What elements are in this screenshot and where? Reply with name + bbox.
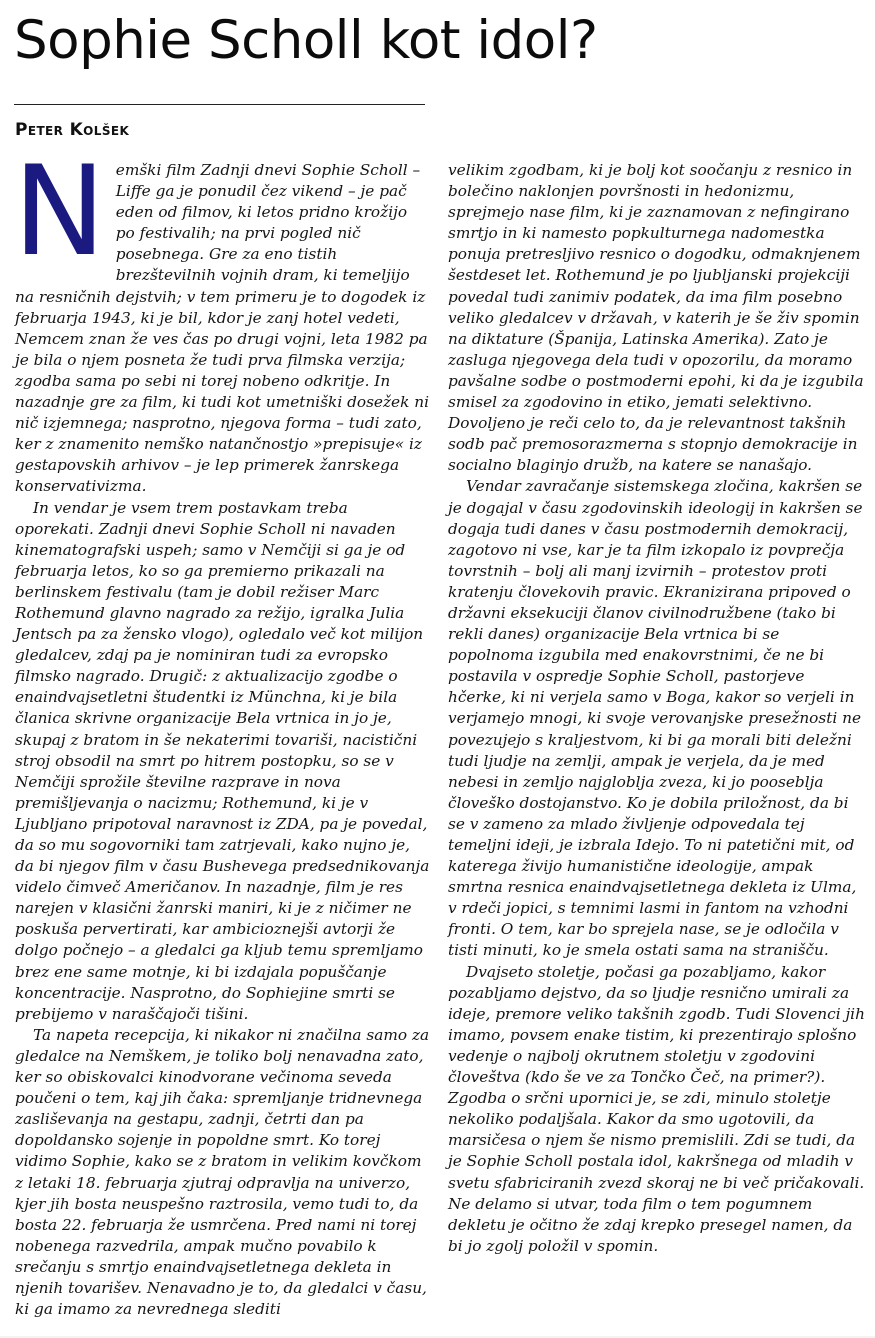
author-byline: Peter Kolšek	[15, 120, 130, 140]
paragraph	[13, 140, 430, 498]
paragraph: velikim zgodbam, ki je bolj kot soočanju z resnico in bolečino naklonjen površnosti in hedonizmu, sprejmejo nase film, ki je zaznamovan z nefingirano smrtjo in ki namesto popkulturnega nadomestka ponuja pretresljivo resnico o dogodku, odmaknjenem šestdeset let. Rothemund je po ljubljanski projekciji povedal tudi zanimiv podatek, da ima film posebno veliko gledalcev v državah, v katerih je še živ spomin na diktature (Španija, Latinska Amerika). Zato je zasluga njegovega dela tudi v opozorilu, da moramo pavšalne sodbe o postmoderni epohi, ki da je izgubila smisel za zgodovino in etiko, jemati selektivno. Dovoljeno je reči celo to, da je relevantnost takšnih sodb pač premosorazmerna s stopnjo demokracije in socialno blaginjo družb, na katere se nanašajo.	[448, 161, 864, 475]
article-column-right	[448, 160, 866, 1257]
paragraph-text: emški film Zadnji dnevi Sophie Scholl – Liffe ga je ponudil čez vikend – je pač eden od filmov, ki letos pridno krožijo po festivalih; na prvi pogled nič posebnega. Gre za eno tistih brezštevilnih vojnih dram, ki temeljijo na resničnih dejstvih; v tem primeru je to dogodek iz februarja 1943, ki je bil, kdor je zanj hotel vedeti, Nemcem znan že ves čas po drugi vojni, leta 1982 pa je bila o njem posneta že tudi prva filmska verzija; zgodba sama po sebi ni torej nobeno odkritje. In nazadnje gre za film, ki tudi kot umetniški dosežek ni nič izjemnega; nasprotno, njegova forma – tudi zato, ker z znamenito nemško natančnostjo »prepisuje« iz gestapovskih arhivov – je lep primerek žanrskega konservativizma.	[15, 161, 429, 496]
drop-cap: N	[13, 140, 106, 284]
title-divider	[14, 104, 425, 105]
paragraph: In vendar je vsem trem postavkam treba oporekati. Zadnji dnevi Sophie Scholl ni navaden kinematografski uspeh; samo v Nemčiji si ga je od februarja letos, ko so ga premierno prikazali na berlinskem festivalu (tam je dobil režiser Marc Rothemund glavno nagrado za režijo, igralka Julia Jentsch pa za žensko vlogo), ogledalo več kot milijon gledalcev, zdaj pa je nominiran tudi za evropsko filmsko nagrado. Drugič: z aktualizacijo zgodbe o enaindvajsetletni študentki iz Münchna, ki je bila članica skrivne organizacije Bela vrtnica in jo je, skupaj z bratom in še nekaterimi tovariši, nacistični stroj obsodil na smrt po hitrem postopku, so se v Nemčiji sprožile številne razprave in nova premišljevanja o nacizmu; Rothemund, ki je v Ljubljano pripotoval naravnost iz ZDA, pa je povedal, da so mu sogovorniki tam zatrjevali, kako nujno je, da bi njegov film v času Bushevega predsednikovanja videlo čimveč Američanov. In nazadnje, film je res narejen v klasični žanrski maniri, ki je z ničimer ne poskuša pervertirati, kar ambicioznejši avtorji že dolgo počnejo – a gledalci ga kljub temu spremljamo brez ene same motnje, ki bi izdajala popuščanje koncentracije. Nasprotno, do Sophiejine smrti se prebijemo v naraščajoči tišini.	[15, 498, 430, 1023]
paragraph: Dvajseto stoletje, počasi ga pozabljamo, kakor pozabljamo dejstvo, da so ljudje resnično umirali za ideje, premore veliko takšnih zgodb. Tudi Slovenci jih imamo, povsem enake tistim, ki prezentirajo splošno vedenje o najbolj okrutnem stoletju v zgodovini človeštva (kdo še ve za Tončko Čeč, na primer?). Zgodba o srčni upornici je, se zdi, minulo stoletje nekoliko podaljšala. Kakor da smo ugotovili, da marsičesa o njem še nismo premislili. Zdi se tudi, da je Sophie Scholl postala idol, kakršnega od mladih v svetu sfabriciranih zvezd skoraj ne bi več pričakovali. Ne delamo si utvar, toda film o tem pogumnem dekletu je očitno že zdaj krepko presegel namen, da bi jo zgolj položil v spomin.	[448, 962, 865, 1255]
paragraph: Ta napeta recepcija, ki nikakor ni značilna samo za gledalce na Nemškem, je toliko bolj nenavadna zato, ker so obiskovalci kinodvorane večinoma seveda poučeni o tem, kaj jih čaka: spremljanje tridnevnega zasliševanja na gestapu, zadnji, četrti dan pa dopoldansko sojenje in popoldne smrt. Ko torej vidimo Sophie, kako se z bratom in velikim kovčkom z letaki 18. februarja zjutraj odpravlja na univerzo, kjer jih bosta neuspešno raztrosila, vemo tudi to, da bosta 22. februarja že usmrčena. Pred nami ni torej nobenega razvedrila, ampak mučno povabilo k srečanju s smrtjo enaindvajsetletnega dekleta in njenih tovarišev. Nenavadno je to, da gledalci v času, ki ga imamo za nevrednega slediti	[15, 1025, 430, 1319]
paragraph: Vendar zavračanje sistemskega zločina, kakršen se je dogajal v času zgodovinskih ideologij in kakršen se dogaja tudi danes v času postmodernih demokracij, zagotovo ni vse, kar je ta film izkopalo iz povprečja tovrstnih – bolj ali manj izvirnih – protestov proti kratenju človekovih pravic. Ekranizirana pripoved o državni eksekuciji članov civilnodružbene (tako bi rekli danes) organizacije Bela vrtnica bi se popolnoma izgubila med enakovrstnimi, če ne bi postavila v ospredje Sophie Scholl, pastorjeve hčerke, ki ni verjela samo v Boga, kakor so verjeli in verjamejo mnogi, ki svoje verovanjske presežnosti ne povezujejo s kraljestvom, ki bi ga morali biti deležni tudi ljudje na zemlji, ampak je verjela, da je med nebesi in zemljo najgloblja zveza, ki jo pooseblja človeško dostojanstvo. Ko je dobila priložnost, da bi se v zameno za mlado življenje odpovedala tej temeljni ideji, je izbrala Idejo. To ni patetični mit, od katerega živijo humanistične ideologije, ampak smrtna resnica enaindvajsetletnega dekleta iz Ulma, v rdeči jopici, s temnimi lasmi in fantom na vzhodni fronti. O tem, kar bo sprejela nase, se je odločila v tisti minuti, ko je smela ostati sama na stranišču.	[448, 477, 863, 960]
article-column-left	[13, 140, 430, 1320]
article-title: Sophie Scholl kot idol?	[14, 10, 598, 71]
